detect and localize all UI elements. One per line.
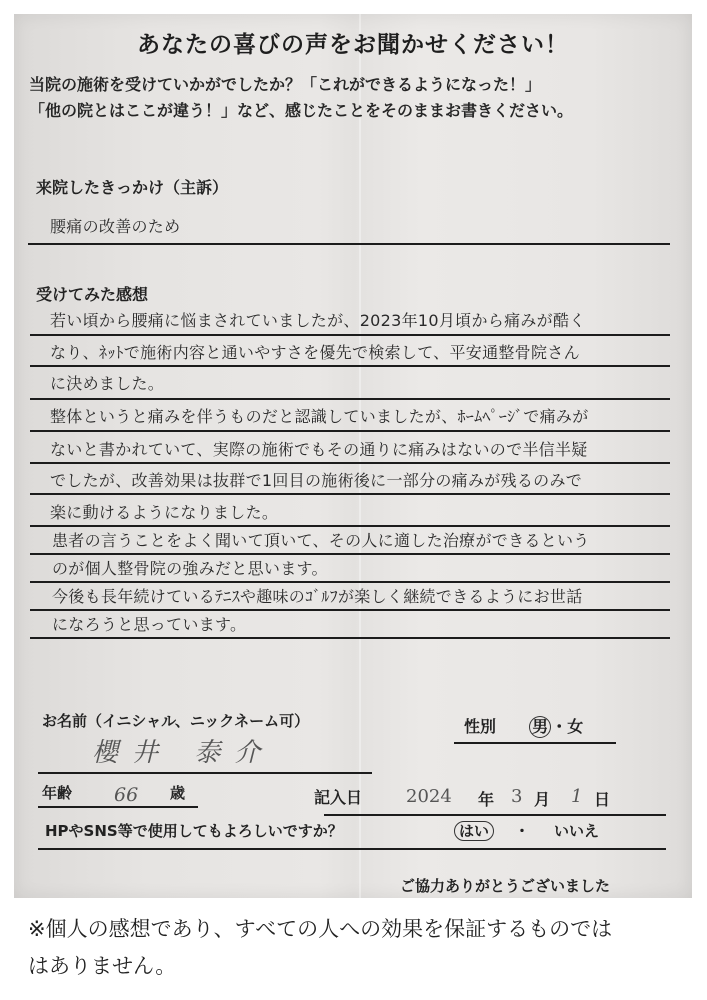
ruled-line [30,462,670,464]
impression-line: でしたが、改善効果は抜群で1回目の施術後に一部分の痛みが残るのみで [50,471,583,490]
consent-underline [38,848,666,850]
disclaimer-line-1: ※個人の感想であり、すべての人への効果を保証するものでは [28,917,613,941]
date-year: 2024 [406,786,452,807]
testimonial-form-photo [14,14,692,898]
reason-value: 腰痛の改善のため [50,217,181,236]
gender-separator: ・ [551,717,568,736]
impression-label: 受けてみた感想 [36,285,149,304]
ruled-line [30,637,670,639]
impression-line: ないと書かれていて、実際の施術でもその通りに痛みはないので半信半疑 [50,440,588,459]
name-underline [38,772,372,774]
ruled-line [30,581,670,583]
ruled-line [30,365,670,367]
gender-option-male[interactable]: 男 [529,716,551,738]
ruled-line [30,525,670,527]
ruled-line [30,430,670,432]
ruled-line [30,609,670,611]
name-label: お名前（イニシャル、ニックネーム可） [42,712,310,730]
impression-line: 楽に動けるようになりました。 [50,503,279,522]
reason-underline [28,243,670,245]
ruled-line [30,398,670,400]
intro-line-1: 当院の施術を受けていかがでしたか？「これができるようになった！」 [29,75,542,94]
ruled-line [30,334,670,336]
impression-line: 患者の言うことをよく聞いて頂いて、その人に適した治療ができるという [52,531,590,550]
gender-option-female[interactable]: 女 [567,717,584,736]
gender-label: 性別 [464,717,497,736]
gender-underline [454,742,616,744]
age-value: 66 [114,784,139,806]
thanks-text: ご協力ありがとうございました [400,877,611,895]
consent-option-no[interactable]: いいえ [553,822,599,840]
date-underline [324,814,666,816]
date-day: 1 [571,786,583,807]
ruled-line [30,493,670,495]
impression-line: なり、ﾈｯﾄで施術内容と通いやすさを優先で検索して、平安通整骨院さん [50,343,580,362]
date-month: 3 [511,786,523,807]
impression-line: に決めました。 [50,374,165,393]
date-year-unit: 年 [478,790,495,809]
age-underline [38,806,198,808]
date-month-unit: 月 [534,790,551,809]
age-label: 年齢 [42,784,73,802]
disclaimer-line-2: はありません。 [28,954,177,978]
intro-line-2: 「他の院とはここが違う！」など、感じたことをそのままお書きください。 [29,101,574,120]
date-day-unit: 日 [594,790,611,809]
impression-line: になろうと思っています。 [52,615,247,634]
date-label: 記入日 [314,788,363,807]
consent-options [454,820,599,841]
gender-field [464,714,583,738]
reason-label: 来院したきっかけ（主訴） [36,178,229,197]
form-title: あなたの喜びの声をお聞かせください！ [137,32,569,58]
age-unit: 歳 [170,784,186,802]
impression-line: 整体というと痛みを伴うものだと認識していましたが、ﾎｰﾑﾍﾟｰｼﾞで痛みが [50,407,589,426]
name-value: 櫻井 泰介 [92,738,275,768]
impression-line: 若い頃から腰痛に悩まされていましたが、2023年10月頃から痛みが酷く [50,311,586,330]
consent-option-yes[interactable]: はい [454,821,494,841]
consent-separator: ・ [514,822,530,840]
impression-line: のが個人整骨院の強みだと思います。 [52,559,328,578]
impression-line: 今後も長年続けているﾃﾆｽや趣味のｺﾞﾙﾌが楽しく継続できるようにお世話 [52,587,583,606]
consent-label: HPやSNS等で使用してもよろしいですか？ [45,822,343,840]
ruled-line [30,553,670,555]
